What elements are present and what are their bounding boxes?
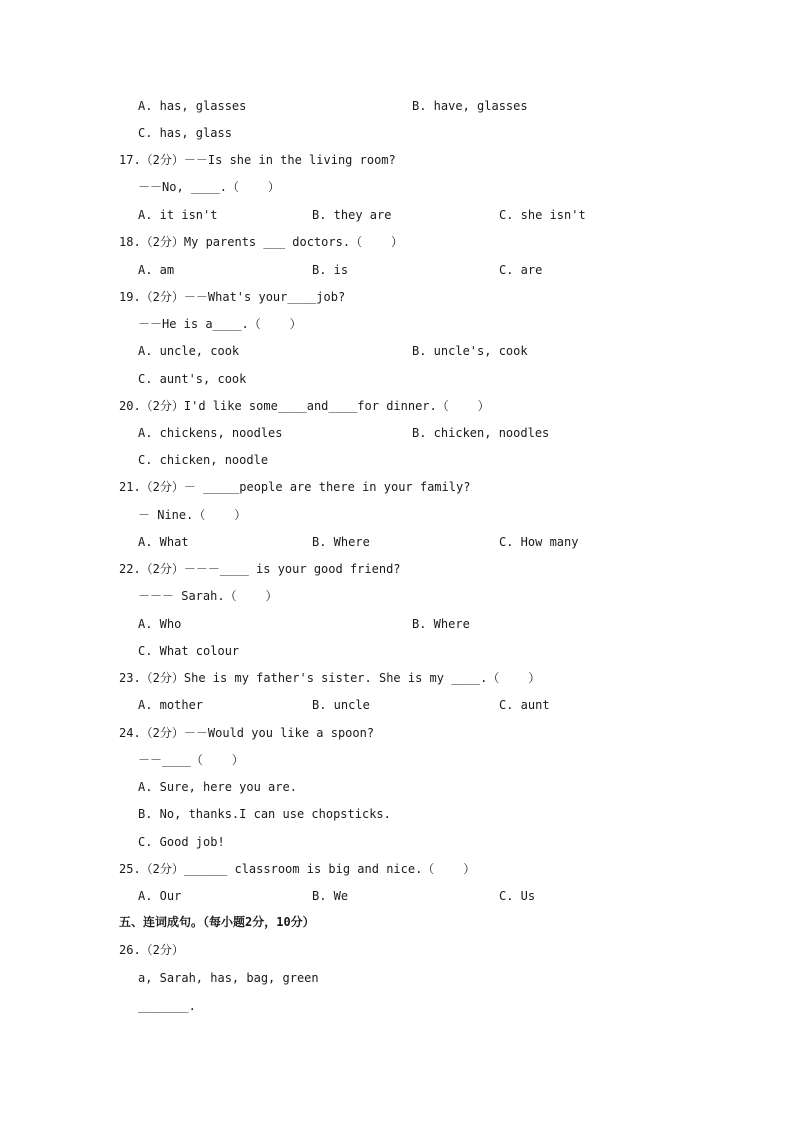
q20-option-a: A. chickens, noodles	[138, 426, 283, 440]
q26-words: a, Sarah, has, bag, green	[138, 971, 319, 985]
q25-stem: 25.（2分）______ classroom is big and nice.（ ）	[119, 862, 476, 876]
q24-option-b: B. No, thanks.I can use chopsticks.	[138, 807, 391, 821]
q17-option-b: B. they are	[312, 208, 392, 222]
q19-option-c: C. aunt's, cook	[138, 372, 247, 386]
q23-option-a: A. mother	[138, 698, 204, 712]
q23-stem: 23.（2分）She is my father's sister. She is my ____.（ ）	[119, 671, 541, 685]
q24-line2: －－____（ ）	[138, 753, 244, 767]
q22-option-b: B. Where	[412, 617, 470, 631]
q20-stem: 20.（2分）I'd like some____and____for dinner.（ ）	[119, 399, 490, 413]
q26-stem: 26.（2分）	[119, 943, 184, 957]
q25-option-c: C. Us	[499, 889, 536, 903]
q21-line2: － Nine.（ ）	[138, 508, 247, 522]
q17-option-a: A. it isn't	[138, 208, 218, 222]
q16-option-b: B. have, glasses	[412, 99, 528, 113]
q22-line2: －－－ Sarah.（ ）	[138, 589, 278, 603]
q23-option-b: B. uncle	[312, 698, 370, 712]
q16-option-c: C. has, glass	[138, 126, 232, 140]
q26-answer-line: _______.	[138, 999, 196, 1013]
q22-option-a: A. Who	[138, 617, 182, 631]
q21-option-b: B. Where	[312, 535, 370, 549]
q19-option-b: B. uncle's, cook	[412, 344, 528, 358]
q24-stem: 24.（2分）－－Would you like a spoon?	[119, 726, 375, 740]
q21-option-c: C. How many	[499, 535, 579, 549]
q25-option-a: A. Our	[138, 889, 182, 903]
q19-line2: －－He is a____.（ ）	[138, 317, 302, 331]
q17-line2: －－No, ____.（ ）	[138, 180, 280, 194]
q16-option-a: A. has, glasses	[138, 99, 247, 113]
q25-option-b: B. We	[312, 889, 349, 903]
q17-option-c: C. she isn't	[499, 208, 586, 222]
q21-option-a: A. What	[138, 535, 189, 549]
q19-stem: 19.（2分）－－What's your____job?	[119, 290, 346, 304]
q18-option-b: B. is	[312, 263, 349, 277]
q20-option-c: C. chicken, noodle	[138, 453, 269, 467]
q19-option-a: A. uncle, cook	[138, 344, 240, 358]
q18-option-a: A. am	[138, 263, 175, 277]
q24-option-a: A. Sure, here you are.	[138, 780, 297, 794]
q22-stem: 22.（2分）－－－____ is your good friend?	[119, 562, 401, 576]
q20-option-b: B. chicken, noodles	[412, 426, 550, 440]
q18-stem: 18.（2分）My parents ___ doctors.（ ）	[119, 235, 403, 249]
section-5-heading: 五、连词成句。（每小题2分，10分）	[119, 915, 315, 929]
q21-stem: 21.（2分）－ _____people are there in your family?	[119, 480, 471, 494]
q17-stem: 17.（2分）－－Is she in the living room?	[119, 153, 396, 167]
q23-option-c: C. aunt	[499, 698, 550, 712]
q18-option-c: C. are	[499, 263, 543, 277]
q24-option-c: C. Good job!	[138, 835, 225, 849]
q22-option-c: C. What colour	[138, 644, 240, 658]
